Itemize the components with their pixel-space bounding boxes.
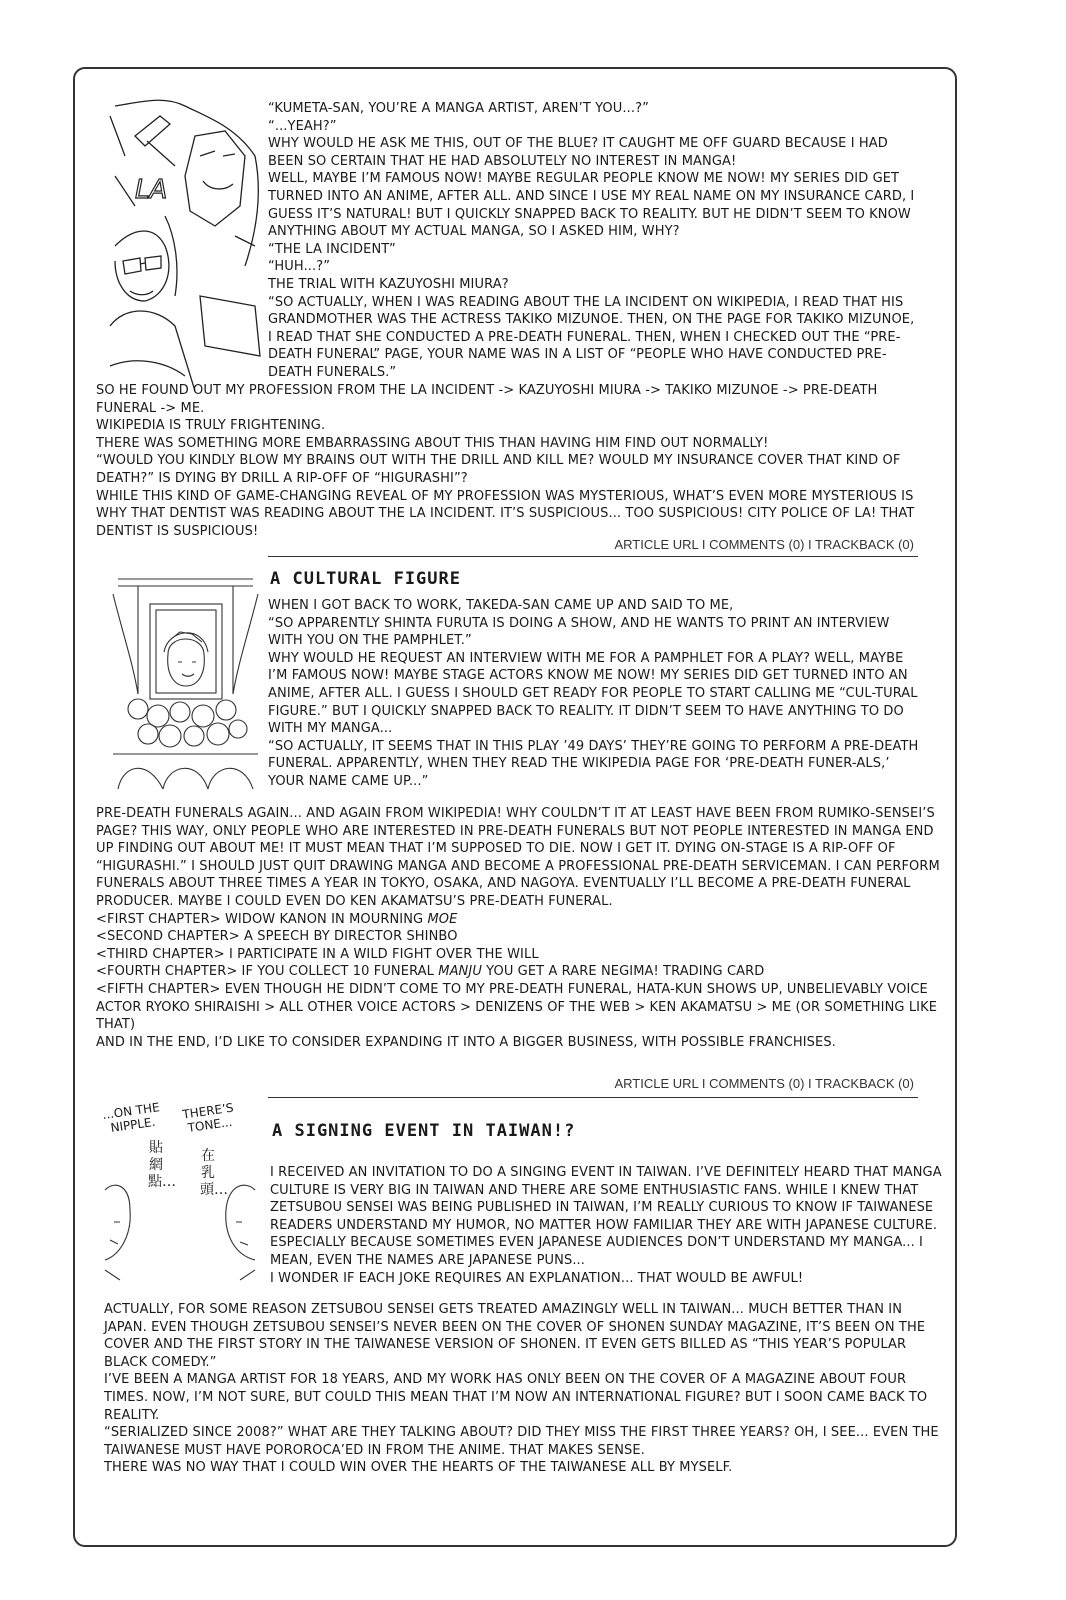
paragraph: AND IN THE END, I’D LIKE TO CONSIDER EXPANDING IT INTO A BIGGER BUSINESS, WITH POSSIBLE FRANCHISES. bbox=[96, 1034, 836, 1050]
paragraph: I’VE BEEN A MANGA ARTIST FOR 18 YEARS, AND MY WORK HAS ONLY BEEN ON THE COVER OF A MAGAZINE ABOUT FOUR TIMES. NOW, I’M NOT SURE, BUT COULD THIS MEAN THAT I’M NOW AN INTERNATIONAL FIGURE? BUT I SOON CAME BACK TO REALITY. bbox=[104, 1372, 928, 1423]
section3-title: A SIGNING EVENT IN TAIWAN!? bbox=[272, 1121, 576, 1141]
chapter-line: <FIFTH CHAPTER> EVEN THOUGH HE DIDN’T COME TO MY PRE-DEATH FUNERAL, HATA-KUN SHOWS UP, UNBELIEVABLY VOICE ACTOR RYOKO SHIRAISHI > ALL OTHER VOICE ACTORS > DENIZENS OF THE WEB > KEN AKAMATSU > ME (OR SOMETHING LIKE THAT) bbox=[96, 981, 938, 1033]
dentist-illustration bbox=[105, 96, 265, 391]
paragraph: “SO ACTUALLY, IT SEEMS THAT IN THIS PLAY ’49 DAYS’ THEY’RE GOING TO PERFORM A PRE-DEATH FUNERAL. APPARENTLY, WHEN THEY READ THE WIKIPEDIA PAGE FOR ‘PRE-DEATH FUNER-ALS,’ YOUR NAME CAME UP...” bbox=[268, 738, 919, 789]
paragraph: ACTUALLY, FOR SOME REASON ZETSUBOU SENSEI GETS TREATED AMAZINGLY WELL IN TAIWAN... MUCH BETTER THAN IN JAPAN. EVEN THOUGH ZETSUBOU SENSEI’S NEVER BEEN ON THE COVER OF SHONEN SUNDAY MAGAZINE, IT’S BEEN ON THE COVER AND THE FIRST STORY IN THE TAIWANESE VERSION OF SHONEN. IT EVEN GETS BILLED AS “THIS YEAR’S POPULAR BLACK COMEDY.” bbox=[104, 1302, 926, 1370]
funeral-portrait-illustration bbox=[108, 574, 263, 794]
section2-title: A CULTURAL FIGURE bbox=[270, 569, 461, 589]
paragraph: I RECEIVED AN INVITATION TO DO A SINGING EVENT IN TAIWAN. I’VE DEFINITELY HEARD THAT MANGA CULTURE IS VERY BIG IN TAIWAN AND THERE ARE SOME ENTHUSIASTIC FANS. WHILE I KNEW THAT ZETSUBOU SENSEI WAS BEING PUBLISHED IN TAIWAN, I’M REALLY CURIOUS TO KNOW IF TAIWANESE READERS UNDERSTAND MY HUMOR, NO MATTER HOW FAMILIAR THEY ARE WITH JAPANESE CULTURE. ESPECIALLY BECAUSE SOMETIMES EVEN JAPANESE AUDIENCES DON’T UNDERSTAND MY MANGA... I MEAN, EVEN THE NAMES ARE JAPANESE PUNS... bbox=[270, 1165, 942, 1268]
illustration-letters: LA bbox=[135, 175, 168, 205]
chapter-line: <SECOND CHAPTER> A SPEECH BY DIRECTOR SHINBO bbox=[96, 929, 458, 945]
paragraph: THE TRIAL WITH KAZUYOSHI MIURA? bbox=[268, 276, 509, 292]
chapter-line bbox=[96, 963, 941, 981]
two-faces-illustration bbox=[100, 1150, 260, 1290]
section3-full-text bbox=[104, 1301, 940, 1477]
paragraph: “SERIALIZED SINCE 2008?” WHAT ARE THEY TALKING ABOUT? DID THEY MISS THE FIRST THREE YEARS? OH, I SEE... EVEN THE TAIWANESE MUST HAVE POROROCA’ED IN FROM THE ANIME. THAT MAKES SENSE. bbox=[104, 1425, 939, 1458]
section1-divider bbox=[268, 556, 918, 557]
vertical-caption-left: 貼網點… bbox=[148, 1140, 176, 1190]
paragraph: SO HE FOUND OUT MY PROFESSION FROM THE LA INCIDENT -> KAZUYOSHI MIURA -> TAKIKO MIZUNOE -> PRE-DEATH FUNERAL -> ME. bbox=[96, 383, 878, 416]
section3-indented-text bbox=[270, 1164, 942, 1287]
paragraph: “WOULD YOU KINDLY BLOW MY BRAINS OUT WITH THE DRILL AND KILL ME? WOULD MY INSURANCE COVER THAT KIND OF DEATH?” IS DYING BY DRILL A RIP-OFF OF “HIGURASHI”? bbox=[96, 453, 901, 486]
funeral-portrait-drawing bbox=[108, 574, 263, 794]
chapter-line: <THIRD CHAPTER> I PARTICIPATE IN A WILD FIGHT OVER THE WILL bbox=[96, 946, 539, 962]
paragraph: I WONDER IF EACH JOKE REQUIRES AN EXPLANATION... THAT WOULD BE AWFUL! bbox=[270, 1270, 804, 1286]
paragraph: THERE WAS SOMETHING MORE EMBARRASSING ABOUT THIS THAN HAVING HIM FIND OUT NORMALLY! bbox=[96, 435, 769, 451]
two-faces-drawing bbox=[100, 1150, 260, 1290]
tone-note: THERE’S TONE... bbox=[181, 1100, 235, 1135]
paragraph: PRE-DEATH FUNERALS AGAIN... AND AGAIN FROM WIKIPEDIA! WHY COULDN’T IT AT LEAST HAVE BEEN FROM RUMIKO-SENSEI’S PAGE? THIS WAY, ONLY PEOPLE WHO ARE INTERESTED IN PRE-DEATH FUNERALS BUT NOT PEOPLE INTERESTED IN MANGA END UP FINDING OUT ABOUT ME! IT MUST MEAN THAT I’M SUPPOSED TO DIE. NOW I GET IT. DYING ON-STAGE IS A RIP-OFF OF “HIGURASHI.” I SHOULD JUST QUIT DRAWING MANGA AND BECOME A PROFESSIONAL PRE-DEATH SERVICEMAN. I CAN PERFORM FUNERALS ABOUT THREE TIMES A YEAR IN TOKYO, OSAKA, AND NAGOYA. EVENTUALLY I’LL BECOME A PRE-DEATH FUNERAL PRODUCER. MAYBE I COULD EVEN DO KEN AKAMATSU’S PRE-DEATH FUNERAL. bbox=[96, 806, 940, 909]
paragraph: “THE LA INCIDENT” bbox=[268, 241, 396, 257]
nipple-note: ...ON THE NIPPLE. bbox=[101, 1100, 161, 1136]
section2-indented-text bbox=[268, 597, 924, 791]
section1-footer-links[interactable]: ARTICLE URL I COMMENTS (0) I TRACKBACK (0) bbox=[614, 537, 914, 552]
dentist-drawing bbox=[105, 96, 265, 391]
paragraph: “HUH...?” bbox=[268, 259, 331, 275]
paragraph: WIKIPEDIA IS TRULY FRIGHTENING. bbox=[96, 418, 326, 434]
paragraph: WHY WOULD HE REQUEST AN INTERVIEW WITH ME FOR A PAMPHLET FOR A PLAY? WELL, MAYBE I’M FAMOUS NOW! MAYBE STAGE ACTORS KNOW ME NOW! MY SERIES DID GET TURNED INTO AN ANIME, AFTER ALL. I GUESS I SHOULD GET READY FOR PEOPLE TO START CALLING ME “CUL-TURAL FIGURE.” BUT I QUICKLY SNAPPED BACK TO REALITY. IT DIDN’T SEEM TO HAVE ANYTHING TO DO WITH MY MANGA... bbox=[268, 650, 918, 737]
paragraph: “KUMETA-SAN, YOU’RE A MANGA ARTIST, AREN’T YOU...?” bbox=[268, 101, 649, 116]
section2-divider bbox=[268, 1097, 918, 1098]
paragraph: WHEN I GOT BACK TO WORK, TAKEDA-SAN CAME UP AND SAID TO ME, bbox=[268, 598, 734, 613]
paragraph: THERE WAS NO WAY THAT I COULD WIN OVER THE HEARTS OF THE TAIWANESE ALL BY MYSELF. bbox=[104, 1460, 733, 1476]
section1-full-text bbox=[96, 382, 941, 540]
paragraph: WHILE THIS KIND OF GAME-CHANGING REVEAL OF MY PROFESSION WAS MYSTERIOUS, WHAT’S EVEN MORE MYSTERIOUS IS WHY THAT DENTIST WAS READING ABOUT THE LA INCIDENT. IT’S SUSPICIOUS... TOO SUSPICIOUS! CITY POLICE OF LA! THAT DENTIST IS SUSPICIOUS! bbox=[96, 488, 915, 539]
chapter-text: YOU GET A RARE NEGIMA! TRADING CARD bbox=[481, 964, 765, 980]
chapter-line bbox=[96, 911, 941, 929]
paragraph: “SO APPARENTLY SHINTA FURUTA IS DOING A SHOW, AND HE WANTS TO PRINT AN INTERVIEW WITH YOU ON THE PAMPHLET.” bbox=[268, 615, 890, 649]
paragraph: “...YEAH?” bbox=[268, 118, 337, 134]
chapter-text: <FIRST CHAPTER> WIDOW KANON IN MOURNING bbox=[96, 911, 428, 927]
section2-footer-links[interactable]: ARTICLE URL I COMMENTS (0) I TRACKBACK (0) bbox=[614, 1076, 914, 1091]
section1-indented-text bbox=[268, 100, 918, 382]
chapter-text: <FOURTH CHAPTER> IF YOU COLLECT 10 FUNERAL bbox=[96, 964, 439, 980]
section2-full-text bbox=[96, 805, 941, 1051]
paragraph: WHY WOULD HE ASK ME THIS, OUT OF THE BLUE? IT CAUGHT ME OFF GUARD BECAUSE I HAD BEEN SO CERTAIN THAT HE HAD ABSOLUTELY NO INTEREST IN MANGA! bbox=[268, 136, 888, 169]
chapter-italic: MANJU bbox=[438, 964, 482, 980]
paragraph: WELL, MAYBE I’M FAMOUS NOW! MAYBE REGULAR PEOPLE KNOW ME NOW! MY SERIES DID GET TURNED INTO AN ANIME, AFTER ALL. AND SINCE I USE MY REAL NAME ON MY INSURANCE CARD, I GUESS IT’S NATURAL! BUT I QUICKLY SNAPPED BACK TO REALITY. BUT HE DIDN’T SEEM TO KNOW ANYTHING ABOUT MY ACTUAL MANGA, SO I ASKED HIM, WHY? bbox=[268, 171, 915, 240]
vertical-caption-right: 在乳頭… bbox=[200, 1148, 228, 1198]
chapter-italic: MOE bbox=[427, 911, 458, 927]
paragraph: “SO ACTUALLY, WHEN I WAS READING ABOUT THE LA INCIDENT ON WIKIPEDIA, I READ THAT HIS GRANDMOTHER WAS THE ACTRESS TAKIKO MIZUNOE. THEN, ON THE PAGE FOR TAKIKO MIZUNOE, I READ THAT SHE CONDUCTED A PRE-DEATH FUNERAL. THEN, WHEN I CHECKED OUT THE “PRE-DEATH FUNERAL” PAGE, YOUR NAME WAS IN A LIST OF “PEOPLE WHO HAVE CONDUCTED PRE-DEATH FUNERALS.” bbox=[268, 294, 915, 380]
